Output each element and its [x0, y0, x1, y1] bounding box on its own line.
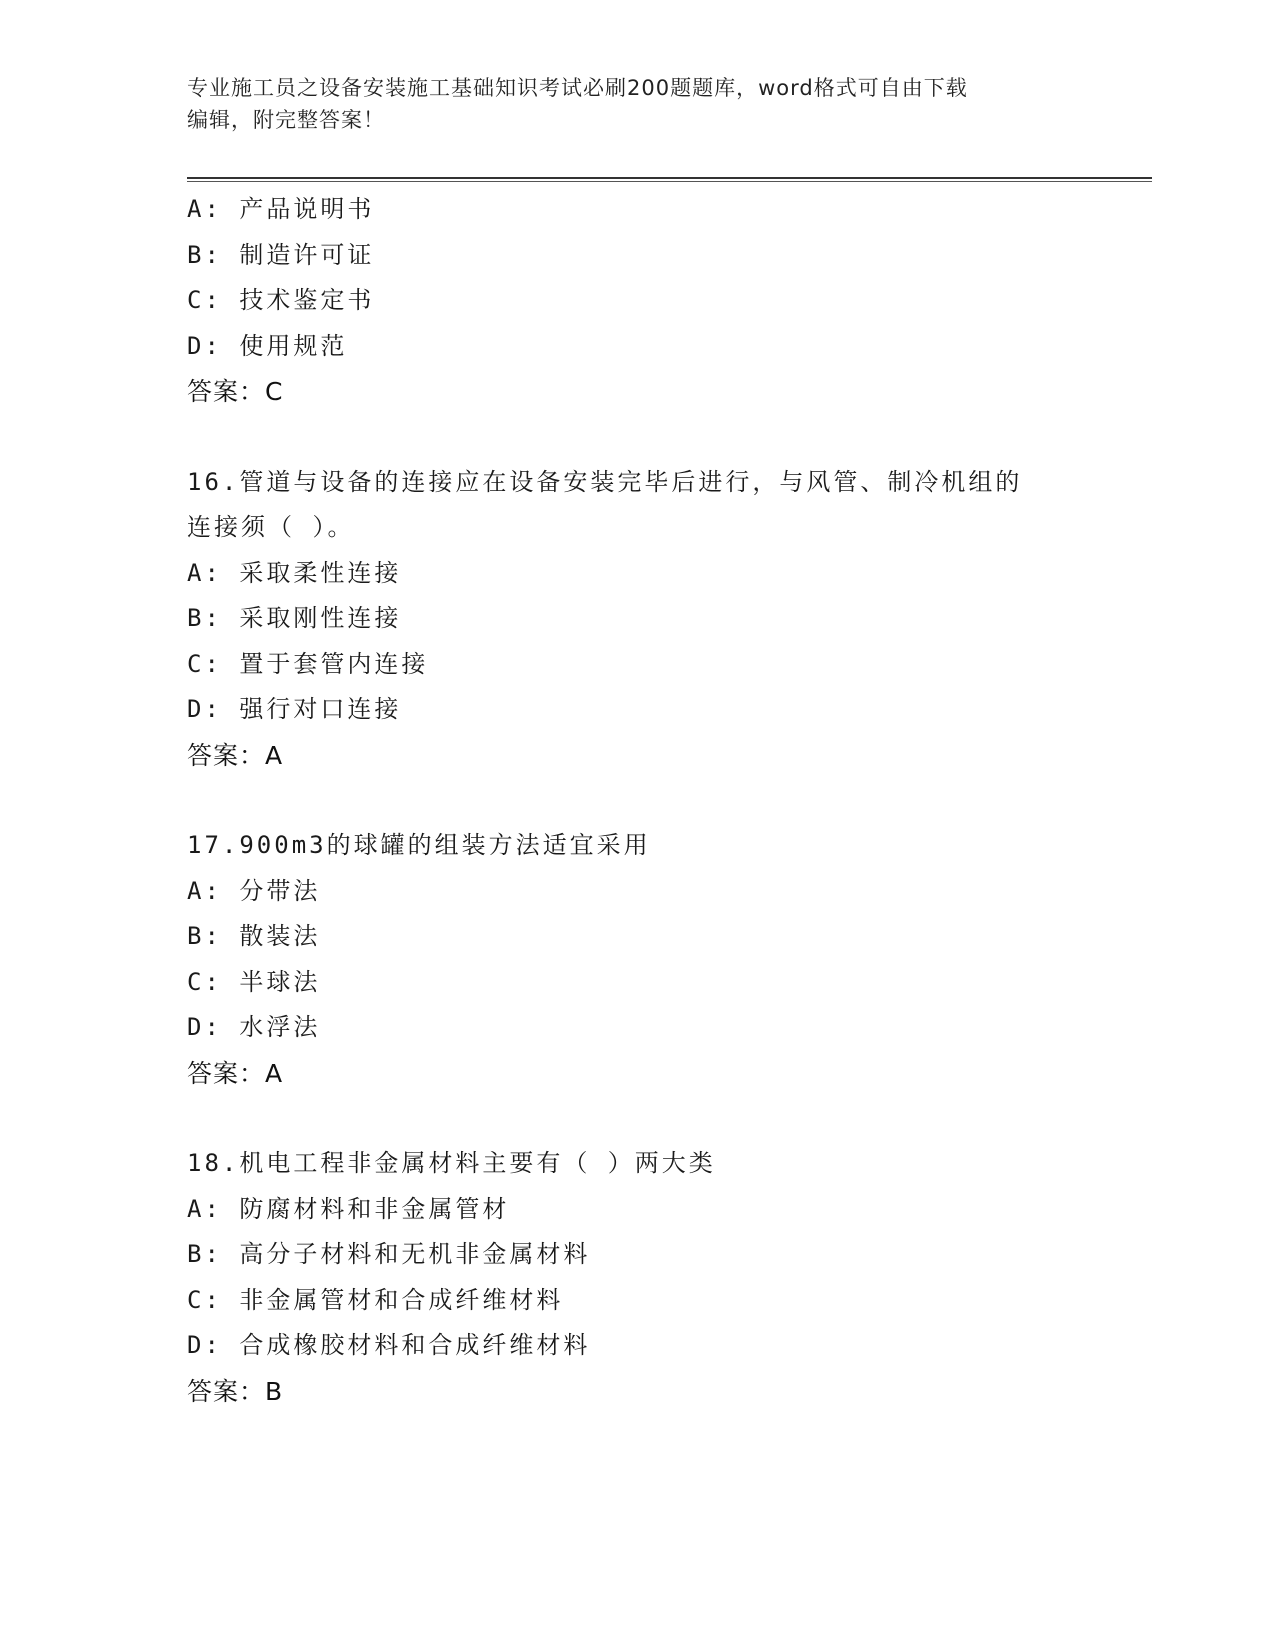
answer-label: 答案：B: [187, 1376, 284, 1406]
header-title-line-1: 专业施工员之设备安装施工基础知识考试必刷200题题库，word格式可自由下载: [187, 76, 968, 100]
question-stem-line-1: 17.900m3的球罐的组装方法适宜采用: [187, 831, 651, 859]
answer-label: 答案：A: [187, 740, 284, 770]
option-c: C: 半球法: [187, 967, 321, 996]
option-c: C: 非金属管材和合成纤维材料: [187, 1285, 564, 1314]
question-stem-line-2: 连接须（ ）。: [187, 513, 355, 541]
option-d: D: 强行对口连接: [187, 695, 402, 723]
answer-label: 答案：C: [187, 377, 284, 406]
option-a: A: 采取柔性连接: [187, 558, 402, 587]
header-divider-thin: [187, 181, 1152, 182]
option-d: D: 合成橡胶材料和合成纤维材料: [187, 1331, 591, 1359]
option-a: A: 防腐材料和非金属管材: [187, 1194, 510, 1223]
question-17: [187, 823, 1087, 1096]
option-c: C: 技术鉴定书: [187, 286, 375, 314]
answer-label: 答案：A: [187, 1058, 284, 1088]
option-c: C: 置于套管内连接: [187, 649, 429, 678]
question-stem-line-1: 18.机电工程非金属材料主要有（ ）两大类: [187, 1149, 716, 1177]
question-18: [187, 1141, 1087, 1414]
document-body: [187, 187, 1087, 1414]
header-divider-thick: [187, 177, 1152, 179]
option-b: B: 采取刚性连接: [187, 604, 402, 632]
option-b: B: 制造许可证: [187, 240, 375, 269]
option-a: A: 分带法: [187, 876, 321, 905]
option-b: B: 高分子材料和无机非金属材料: [187, 1240, 591, 1268]
question-stem-line-1: 16.管道与设备的连接应在设备安装完毕后进行，与风管、制冷机组的: [187, 467, 1023, 496]
question-16: [187, 460, 1087, 779]
option-d: D: 水浮法: [187, 1013, 321, 1041]
question-15-continuation: [187, 187, 1087, 415]
option-b: B: 散装法: [187, 922, 321, 950]
page-header: [187, 72, 1067, 136]
header-title-line-2: 编辑，附完整答案！: [187, 108, 385, 132]
option-a: A: 产品说明书: [187, 195, 375, 223]
option-d: D: 使用规范: [187, 331, 348, 360]
